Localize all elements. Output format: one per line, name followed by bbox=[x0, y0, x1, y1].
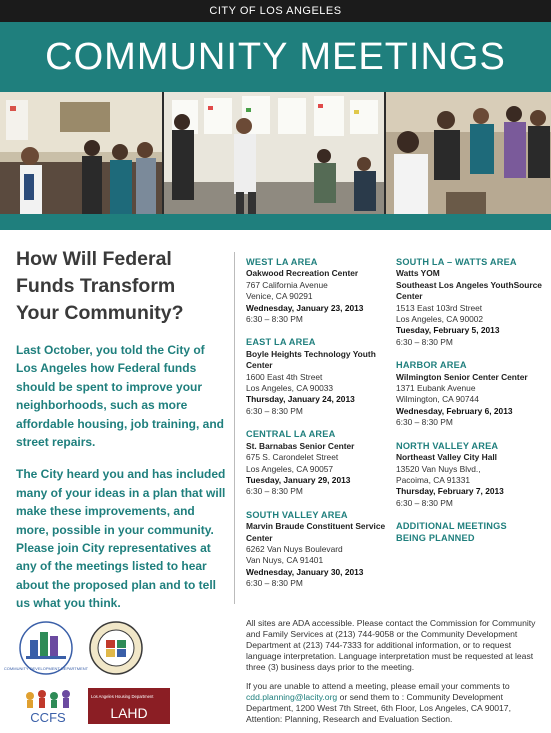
meeting-date: Wednesday, January 30, 2013 bbox=[246, 566, 364, 577]
lahd-logo bbox=[88, 688, 170, 724]
meeting-north-valley bbox=[396, 441, 548, 509]
ccfs-label: CCFS bbox=[30, 710, 66, 725]
city-line: Los Angeles, CA 90057 bbox=[246, 463, 334, 474]
meeting-date: Wednesday, February 6, 2013 bbox=[396, 405, 513, 416]
meeting-date: Thursday, January 24, 2013 bbox=[246, 394, 355, 405]
area-title: NORTH VALLEY AREA bbox=[396, 440, 499, 451]
meeting-east-la bbox=[246, 337, 396, 417]
meeting-time: 6:30 – 8:30 PM bbox=[246, 486, 303, 497]
headline-line-1: How Will Federal bbox=[16, 248, 172, 270]
cdd-name: COMMUNITY DEVELOPMENT DEPARTMENT bbox=[3, 666, 89, 671]
city-label: CITY OF LOS ANGELES bbox=[0, 0, 551, 22]
headline-line-2: Funds Transform bbox=[16, 275, 176, 297]
meeting-time: 6:30 – 8:30 PM bbox=[396, 497, 453, 508]
logos-graphic bbox=[3, 618, 226, 728]
meeting-south-valley bbox=[246, 510, 396, 590]
area-title: SOUTH LA – WATTS AREA bbox=[396, 257, 517, 267]
intro-paragraph-2: The City heard you and has included many of your ideas in a plan that will make these improvements, and more, possible in your community. Please join City representatives at any of the meetings listed to hear about the proposed plan and to tell us what you think. bbox=[16, 467, 226, 611]
area-title: HARBOR AREA bbox=[396, 360, 467, 371]
comments-paragraph bbox=[246, 681, 546, 725]
city-line: Van Nuys, CA 91401 bbox=[246, 555, 324, 566]
meetings-column-2 bbox=[396, 257, 548, 544]
city-line: Pacoima, CA 91331 bbox=[396, 474, 471, 485]
divider-stripe bbox=[0, 214, 551, 230]
area-title: WEST LA AREA bbox=[246, 257, 318, 267]
meeting-time: 6:30 – 8:30 PM bbox=[396, 417, 453, 428]
address-line: 675 S. Carondelet Street bbox=[246, 452, 339, 463]
header-banner bbox=[0, 22, 551, 92]
meetings-column-1 bbox=[246, 257, 396, 602]
area-title: SOUTH VALLEY AREA bbox=[246, 509, 348, 520]
venue-name: St. Barnabas Senior Center bbox=[246, 440, 355, 451]
additional-meetings-notice bbox=[396, 521, 548, 544]
venue-name: Wilmington Senior Center Center bbox=[396, 371, 528, 382]
venue-name: Northeast Valley City Hall bbox=[396, 452, 498, 463]
meeting-harbor bbox=[396, 360, 548, 428]
address-line: 1371 Eubank Avenue bbox=[396, 383, 476, 394]
intro-paragraph-1: Last October, you told the City of Los Angeles how Federal funds should be spent to improve your neighborhoods, such as more affordable housing, job training, and street repairs. bbox=[16, 343, 224, 450]
ada-notice bbox=[246, 618, 546, 733]
city-seal bbox=[90, 622, 142, 674]
page-title: COMMUNITY MEETINGS bbox=[45, 36, 506, 78]
lahd-label: LAHD bbox=[110, 705, 148, 721]
meeting-time: 6:30 – 8:30 PM bbox=[246, 405, 303, 416]
meeting-date: Wednesday, January 23, 2013 bbox=[246, 302, 364, 313]
meeting-time: 6:30 – 8:30 PM bbox=[246, 314, 303, 325]
venue-name: Oakwood Recreation Center bbox=[246, 268, 359, 279]
additional-line-2: BEING PLANNED bbox=[396, 532, 475, 543]
comments-address: or send them to : Community Development Department, 1200 West 7th Street, 6th Floor, Los Angeles, CA 90017, Attention: Planning, Research and Evaluation Section. bbox=[246, 692, 511, 724]
city-line: Wilmington, CA 90744 bbox=[396, 394, 479, 405]
address-line: 1513 East 103rd Street bbox=[396, 302, 483, 313]
meeting-photo-1 bbox=[0, 92, 162, 214]
venue-name: Marvin Braude Constituent Service Center bbox=[246, 521, 386, 543]
meeting-west-la bbox=[246, 257, 396, 325]
meeting-date: Tuesday, January 29, 2013 bbox=[246, 474, 351, 485]
venue-name: Boyle Heights Technology Youth Center bbox=[246, 348, 376, 371]
lahd-small: Los Angeles Housing Department bbox=[91, 694, 154, 699]
address-line: 6262 Van Nuys Boulevard bbox=[246, 543, 343, 554]
venue-name: Watts YOM bbox=[396, 268, 440, 279]
cdd-logo bbox=[4, 622, 89, 674]
headline bbox=[16, 246, 226, 327]
address-line: 767 California Avenue bbox=[246, 279, 328, 290]
meeting-time: 6:30 – 8:30 PM bbox=[396, 336, 453, 347]
city-line: Los Angeles, CA 90033 bbox=[246, 383, 334, 394]
city-line: Venice, CA 90291 bbox=[246, 291, 313, 302]
venue-subname: Southeast Los Angeles YouthSource Center bbox=[396, 279, 542, 302]
sponsor-logos bbox=[3, 618, 226, 728]
city-line: Los Angeles, CA 90002 bbox=[396, 314, 484, 325]
headline-line-3: Your Community? bbox=[16, 302, 184, 324]
meeting-date: Tuesday, February 5, 2013 bbox=[396, 325, 500, 336]
meeting-time: 6:30 – 8:30 PM bbox=[246, 578, 303, 589]
area-title: CENTRAL LA AREA bbox=[246, 429, 336, 440]
meeting-photo-3 bbox=[386, 92, 551, 214]
address-line: 1600 East 4th Street bbox=[246, 371, 323, 382]
email-link[interactable]: cdd.planning@lacity.org bbox=[246, 692, 338, 702]
column-divider bbox=[234, 252, 235, 604]
comments-intro: If you are unable to attend a meeting, please email your comments to bbox=[246, 681, 510, 691]
ccfs-logo bbox=[26, 690, 70, 725]
address-line: 13520 Van Nuys Blvd., bbox=[396, 463, 481, 474]
photo-strip bbox=[0, 92, 551, 214]
additional-line-1: ADDITIONAL MEETINGS bbox=[396, 521, 507, 532]
meeting-central-la bbox=[246, 429, 396, 497]
meeting-south-la-watts bbox=[396, 257, 548, 348]
meeting-photo-2 bbox=[164, 92, 384, 214]
ada-paragraph: All sites are ADA accessible. Please contact the Commission for Community and Family Services at (213) 744-9058 or the Community Development Department at (213) 744-7333 for additional information, or to request language interpretation. Language interpretation must be requested at least three (3) business days prior to the meeting. bbox=[246, 618, 536, 672]
area-title: EAST LA AREA bbox=[246, 337, 316, 348]
meeting-date: Thursday, February 7, 2013 bbox=[396, 486, 504, 497]
intro-column bbox=[16, 246, 226, 613]
